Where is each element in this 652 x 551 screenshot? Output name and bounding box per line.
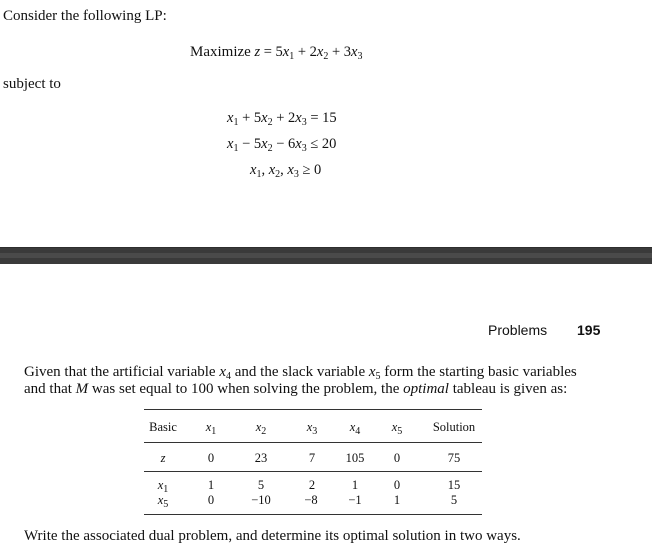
paragraph-text: Given that the artificial variable [24, 364, 220, 380]
objective-function: Maximize $z = 5x_1 + 2x_2 + 3x_3$ [190, 44, 363, 62]
constraint-2: $x_1 - 5x_2 - 6x_3 \le 20$ [227, 136, 337, 154]
optimal-emphasis: optimal [403, 381, 449, 397]
column-header-basic: Basic [149, 420, 177, 434]
row-label-x5: $x_5$ [157, 493, 169, 510]
paragraph-text: was set equal to 100 when solving the problem, the [88, 381, 404, 397]
row-label-z: z [160, 451, 166, 465]
table-top-rule [144, 409, 482, 410]
table-cell: −8 [304, 493, 318, 507]
paragraph-text: and that [24, 381, 76, 397]
page-number: 195 [577, 322, 601, 338]
table-cell: 75 [447, 451, 461, 465]
divider-band [0, 253, 652, 258]
constraint-1-rhs: 15 [322, 110, 337, 126]
divider-line [0, 247, 652, 248]
column-header-x2: $x_2$ [255, 420, 267, 437]
table-cell: 1 [207, 478, 215, 492]
maximize-label: Maximize [190, 44, 251, 60]
table-cell: 1 [393, 493, 401, 507]
table-cell: 105 [345, 451, 365, 465]
table-cell: 0 [393, 451, 401, 465]
table-cell: 7 [308, 451, 316, 465]
table-bottom-rule [144, 514, 482, 515]
table-cell: 2 [308, 478, 316, 492]
paragraph-text: form the starting basic variables [380, 364, 577, 380]
column-header-solution: Solution [432, 420, 476, 434]
column-header-x3: $x_3$ [306, 420, 318, 437]
page-divider [0, 247, 652, 264]
paragraph-line-1: Given that the artificial variable $x_4$ and the slack variable $x_5$ form the starting basic variables [24, 364, 577, 382]
paragraph-text: tableau is given as: [448, 381, 568, 397]
nonnegativity-rhs: 0 [314, 162, 322, 178]
table-cell: 5 [257, 478, 265, 492]
column-header-x5: $x_5$ [391, 420, 403, 437]
table-cell: 15 [447, 478, 461, 492]
subject-to-label: subject to [3, 76, 61, 92]
table-cell: 0 [207, 451, 215, 465]
row-label-x1: $x_1$ [157, 478, 169, 495]
table-header-rule [144, 442, 482, 443]
constraint-2-rhs: 20 [321, 136, 337, 152]
intro-text: Consider the following LP: [3, 8, 167, 24]
constraint-1: $x_1 + 5x_2 + 2x_3 = 15$ [227, 110, 337, 128]
table-cell: 5 [450, 493, 458, 507]
table-cell: −10 [251, 493, 271, 507]
table-cell: −1 [348, 493, 362, 507]
table-cell: 0 [393, 478, 401, 492]
column-header-x1: $x_1$ [205, 420, 217, 437]
table-cell: 23 [254, 451, 268, 465]
closing-instruction: Write the associated dual problem, and determine its optimal solution in two ways. [24, 528, 521, 544]
table-cell: 0 [207, 493, 215, 507]
section-header: Problems [488, 322, 548, 338]
column-header-x4: $x_4$ [349, 420, 361, 437]
nonnegativity-constraint: $x_1$, $x_2$, $x_3 \ge 0$ [250, 162, 322, 180]
paragraph-line-2: and that M was set equal to 100 when solving the problem, the optimal tableau is given as: [24, 381, 568, 397]
paragraph-text: and the slack variable [231, 364, 369, 380]
table-cell: 1 [351, 478, 359, 492]
table-z-row-rule [144, 471, 482, 472]
